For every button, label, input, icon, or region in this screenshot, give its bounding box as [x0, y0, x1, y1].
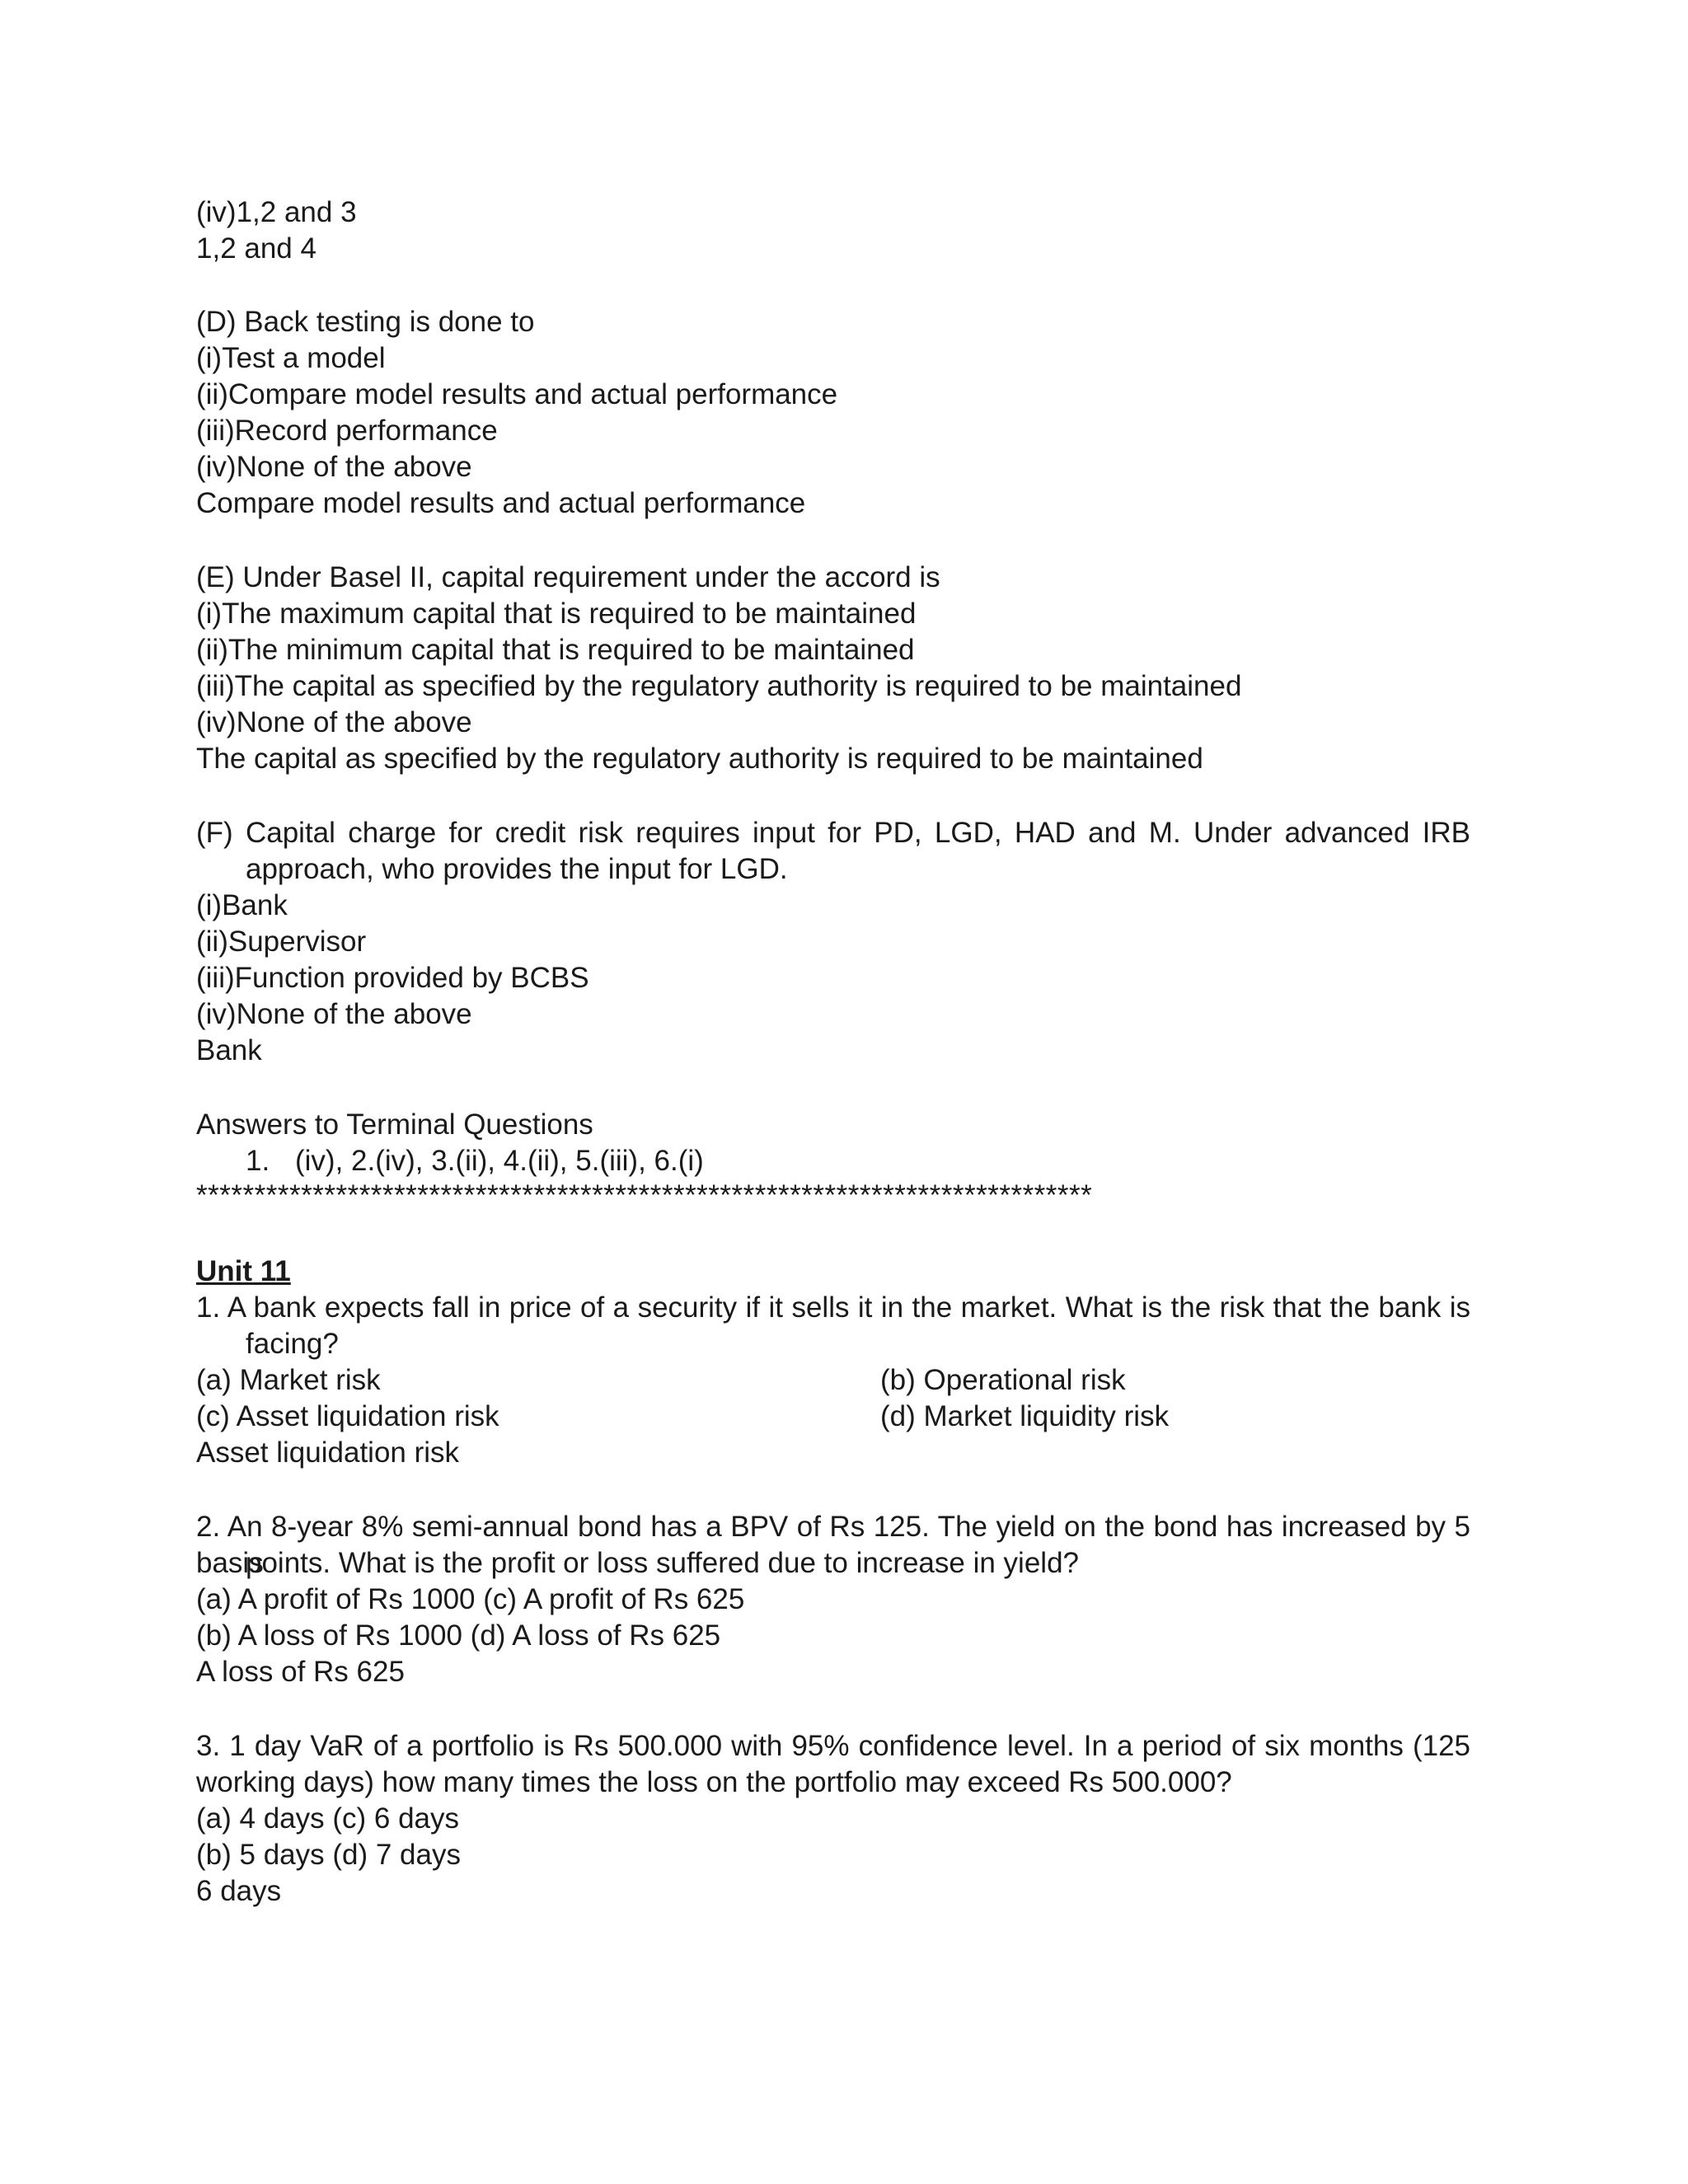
unit11-q3-options-line2: (b) 5 days (d) 7 days	[196, 1839, 461, 1871]
unit11-q2-options-line2: (b) A loss of Rs 1000 (d) A loss of Rs 625	[196, 1619, 721, 1652]
question-f-option-iii: (iii)Function provided by BCBS	[196, 962, 589, 994]
question-c-option-iv: (iv)1,2 and 3	[196, 196, 357, 228]
question-e-option-iii: (iii)The capital as specified by the regulatory authority is required to be maintained	[196, 670, 1242, 702]
question-f-stem-line2: approach, who provides the input for LGD.	[246, 853, 788, 885]
unit11-q2-stem-line2: points. What is the profit or loss suffered due to increase in yield?	[246, 1547, 1080, 1579]
unit-heading: Unit 11	[196, 1255, 291, 1287]
question-e-option-ii: (ii)The minimum capital that is required to be maintained	[196, 634, 915, 666]
unit11-q1-stem-line2: facing?	[246, 1328, 339, 1360]
terminal-answers-heading: Answers to Terminal Questions	[196, 1108, 593, 1141]
unit11-q3-answer: 6 days	[196, 1875, 282, 1907]
question-d-answer: Compare model results and actual performance	[196, 487, 806, 519]
unit11-q2-answer: A loss of Rs 625	[196, 1656, 405, 1688]
unit11-q1-option-a: (a) Market risk	[196, 1364, 381, 1396]
question-e-answer: The capital as specified by the regulatory authority is required to be maintained	[196, 743, 1203, 775]
unit11-q2-options-line1: (a) A profit of Rs 1000 (c) A profit of Rs 625	[196, 1583, 745, 1615]
terminal-answers-list	[246, 1143, 704, 1179]
question-e-option-i: (i)The maximum capital that is required to be maintained	[196, 598, 917, 630]
question-d-option-iii: (iii)Record performance	[196, 415, 498, 447]
question-f-option-iv: (iv)None of the above	[196, 998, 472, 1030]
unit11-q1-answer: Asset liquidation risk	[196, 1436, 460, 1469]
terminal-answers-number: 1.	[246, 1145, 270, 1177]
question-f-option-ii: (ii)Supervisor	[196, 926, 367, 958]
question-f-stem-line1: (F) Capital charge for credit risk requires input for PD, LGD, HAD and M. Under advanced IRB	[196, 817, 1470, 849]
unit11-q1-option-b: (b) Operational risk	[880, 1364, 1126, 1396]
unit11-q3-stem-line1: 3. 1 day VaR of a portfolio is Rs 500.000 with 95% confidence level. In a period of six months (125	[196, 1730, 1470, 1762]
question-f-option-i: (i)Bank	[196, 889, 288, 921]
question-d-option-iv: (iv)None of the above	[196, 451, 472, 483]
unit11-q1-option-c: (c) Asset liquidation risk	[196, 1400, 499, 1432]
separator-stars: *****************************************************************************	[196, 1179, 1093, 1212]
question-c-answer: 1,2 and 4	[196, 232, 316, 265]
unit11-q1-option-d: (d) Market liquidity risk	[880, 1400, 1170, 1432]
unit11-q1-stem-line1: 1. A bank expects fall in price of a security if it sells it in the market. What is the risk that the bank is	[196, 1291, 1470, 1324]
unit11-q3-options-line1: (a) 4 days (c) 6 days	[196, 1802, 459, 1835]
question-e-option-iv: (iv)None of the above	[196, 706, 472, 738]
question-d-stem: (D) Back testing is done to	[196, 306, 535, 338]
unit11-q2-stem-line1: 2. An 8-year 8% semi-annual bond has a BPV of Rs 125. The yield on the bond has increased by 5 basis	[196, 1511, 1470, 1579]
question-d-option-ii: (ii)Compare model results and actual performance	[196, 378, 838, 410]
unit11-q3-stem-line2: working days) how many times the loss on the portfolio may exceed Rs 500.000?	[196, 1766, 1232, 1798]
question-e-stem: (E) Under Basel II, capital requirement under the accord is	[196, 561, 940, 593]
question-d-option-i: (i)Test a model	[196, 342, 386, 374]
question-f-answer: Bank	[196, 1034, 262, 1066]
terminal-answers-text: (iv), 2.(iv), 3.(ii), 4.(ii), 5.(iii), 6.(i)	[295, 1145, 704, 1177]
